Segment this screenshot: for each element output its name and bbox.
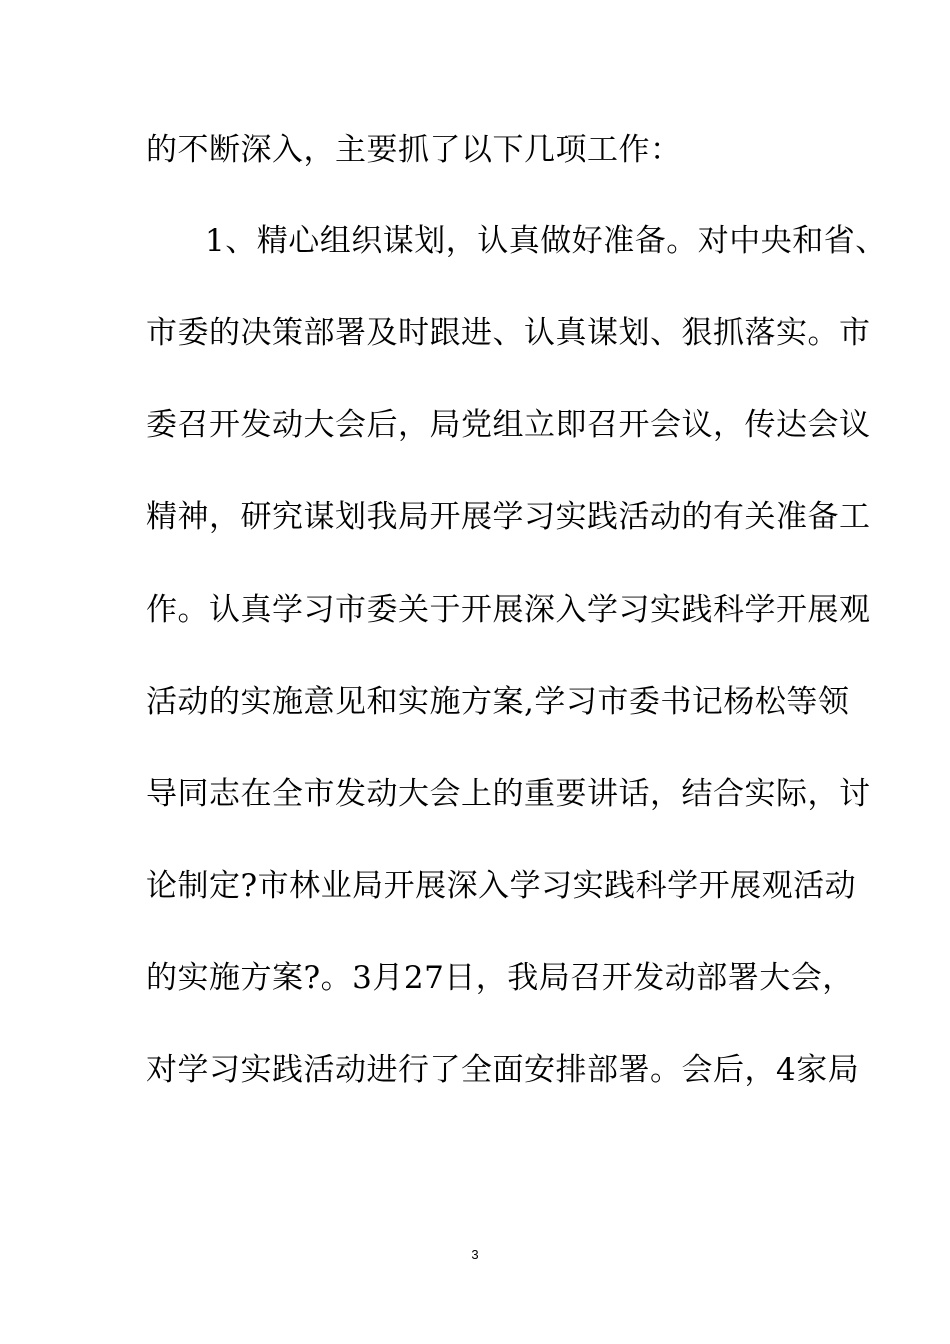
- body-text-line: 的不断深入，主要抓了以下几项工作：: [146, 132, 682, 168]
- body-text-line: 论制定?市林业局开展深入学习实践科学开展观活动: [146, 868, 857, 904]
- body-text-line: 对学习实践活动进行了全面安排部署。会后，4家局: [146, 1052, 860, 1088]
- body-text-line: 导同志在全市发动大会上的重要讲话，结合实际，讨: [146, 776, 871, 812]
- body-text-line: 精神，研究谋划我局开展学习实践活动的有关准备工: [146, 499, 871, 535]
- body-text-line: 的实施方案?。3月27日，我局召开发动部署大会，: [146, 960, 854, 996]
- body-text-line: 市委的决策部署及时跟进、认真谋划、狠抓落实。市: [146, 315, 871, 351]
- body-text-line: 委召开发动大会后，局党组立即召开会议，传达会议: [146, 407, 871, 443]
- body-text-line: 1、精心组织谋划，认真做好准备。对中央和省、: [205, 223, 887, 259]
- page-number: 3: [471, 1247, 479, 1262]
- body-text-line: 活动的实施意见和实施方案,学习市委书记杨松等领: [146, 684, 850, 720]
- body-text-line: 作。认真学习市委关于开展深入学习实践科学开展观: [146, 592, 871, 628]
